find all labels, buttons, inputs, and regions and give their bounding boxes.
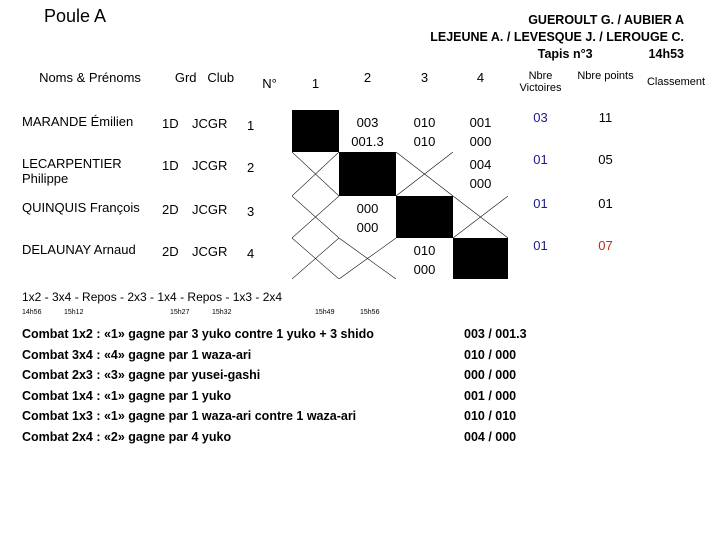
- score-cell: 000 000: [356, 201, 379, 235]
- combat-scores: [464, 324, 527, 447]
- fight-time: 15h49: [315, 309, 335, 316]
- header-col4: 4: [476, 70, 485, 85]
- victoires-value: 01: [533, 238, 548, 253]
- classement-cell: [638, 238, 714, 279]
- player-number: 2: [247, 160, 255, 175]
- combat-result: Combat 3x4 : «4» gagne par 1 waza-ari: [22, 347, 252, 362]
- score-cell: 010 000: [413, 243, 436, 277]
- header-num: N°: [262, 76, 277, 91]
- player-grade: 2D: [162, 244, 179, 259]
- player-number: 1: [247, 118, 255, 133]
- classement-cell: [638, 152, 714, 196]
- header-col1: 1: [311, 76, 320, 91]
- combat-list: [22, 324, 374, 447]
- pool-table: [18, 70, 714, 279]
- player-number: 4: [247, 246, 255, 261]
- self-cell: [453, 238, 508, 279]
- victoires-value: 01: [533, 152, 548, 167]
- header-victoires: Nbre Victoires: [519, 70, 562, 94]
- score-cell: 004 000: [469, 157, 492, 191]
- player-row: [18, 238, 714, 279]
- combat-result: Combat 1x2 : «1» gagne par 3 yuko contre 1 yuko + 3 shido: [22, 327, 374, 341]
- self-cell: [396, 196, 453, 238]
- header-col2: 2: [363, 70, 372, 85]
- player-row: [18, 196, 714, 238]
- header-classement: Classement: [646, 76, 706, 88]
- score-cell: 003 001.3: [351, 115, 384, 149]
- player-club: JCGR: [192, 244, 228, 259]
- player-name: MARANDE Émilien: [22, 114, 134, 129]
- header-row: [18, 70, 714, 110]
- score-cell: 010 010: [413, 115, 436, 149]
- points-value: 11: [598, 110, 613, 125]
- header-names: Noms & Prénoms: [39, 70, 141, 85]
- combat-score: 001 / 000: [464, 388, 517, 403]
- header-club: Club: [207, 70, 235, 85]
- officials-line2: LEJEUNE A. / LEVESQUE J. / LEROUGE C.: [430, 30, 684, 44]
- points-value: 01: [598, 196, 613, 211]
- points-value: 05: [598, 152, 613, 167]
- victoires-value: 01: [533, 196, 548, 211]
- header-grd: Grd: [174, 70, 197, 85]
- player-name: LECARPENTIER Philippe: [22, 156, 122, 186]
- cross-cell: [292, 152, 339, 196]
- combat-score: 003 / 001.3: [464, 327, 527, 341]
- header-col3: 3: [420, 70, 429, 85]
- player-grade: 2D: [162, 202, 179, 217]
- classement-cell: [638, 110, 714, 152]
- classement-cell: [638, 196, 714, 238]
- player-row: [18, 152, 714, 196]
- self-cell: [292, 110, 339, 152]
- combat-score: 004 / 000: [464, 429, 517, 444]
- score-cell: 001 000: [469, 115, 492, 149]
- victoires-value: 03: [533, 110, 548, 125]
- player-club: JCGR: [192, 158, 228, 173]
- cross-cell: [292, 238, 339, 279]
- fight-time: 14h56: [22, 309, 42, 316]
- cross-cell: [396, 152, 453, 196]
- combat-score: 010 / 000: [464, 347, 517, 362]
- player-row: [18, 110, 714, 152]
- combat-result: Combat 1x4 : «1» gagne par 1 yuko: [22, 388, 232, 403]
- cross-cell: [292, 196, 339, 238]
- combat-score: 000 / 000: [464, 368, 517, 382]
- tapis-time: 14h53: [648, 47, 684, 61]
- officials-line1: GUEROULT G. / AUBIER A: [528, 13, 684, 27]
- cross-cell: [453, 196, 508, 238]
- combat-result: Combat 2x3 : «3» gagne par yusei-gashi: [22, 368, 261, 382]
- fight-time: 15h12: [64, 309, 84, 316]
- fight-time: 15h27: [170, 309, 190, 316]
- player-name: QUINQUIS François: [22, 200, 140, 215]
- combat-result: Combat 2x4 : «2» gagne par 4 yuko: [22, 429, 232, 444]
- cross-cell: [339, 238, 396, 279]
- points-value: 07: [598, 238, 613, 253]
- fight-time: 15h32: [212, 309, 232, 316]
- player-number: 3: [247, 204, 255, 219]
- header-points: Nbre points: [577, 70, 634, 82]
- tapis-label: Tapis n°3: [537, 47, 593, 61]
- player-grade: 1D: [162, 158, 179, 173]
- fight-order: 1x2 - 3x4 - Repos - 2x3 - 1x4 - Repos - 1x3 - 2x4: [22, 290, 283, 304]
- fight-time: 15h56: [360, 309, 380, 316]
- player-club: JCGR: [192, 202, 228, 217]
- player-name: DELAUNAY Arnaud: [22, 242, 136, 257]
- player-grade: 1D: [162, 116, 179, 131]
- combat-score: 010 / 010: [464, 409, 517, 423]
- combat-result: Combat 1x3 : «1» gagne par 1 waza-ari contre 1 waza-ari: [22, 409, 357, 423]
- officials-block: [430, 12, 684, 63]
- pool-title: Poule A: [44, 6, 107, 26]
- self-cell: [339, 152, 396, 196]
- player-club: JCGR: [192, 116, 228, 131]
